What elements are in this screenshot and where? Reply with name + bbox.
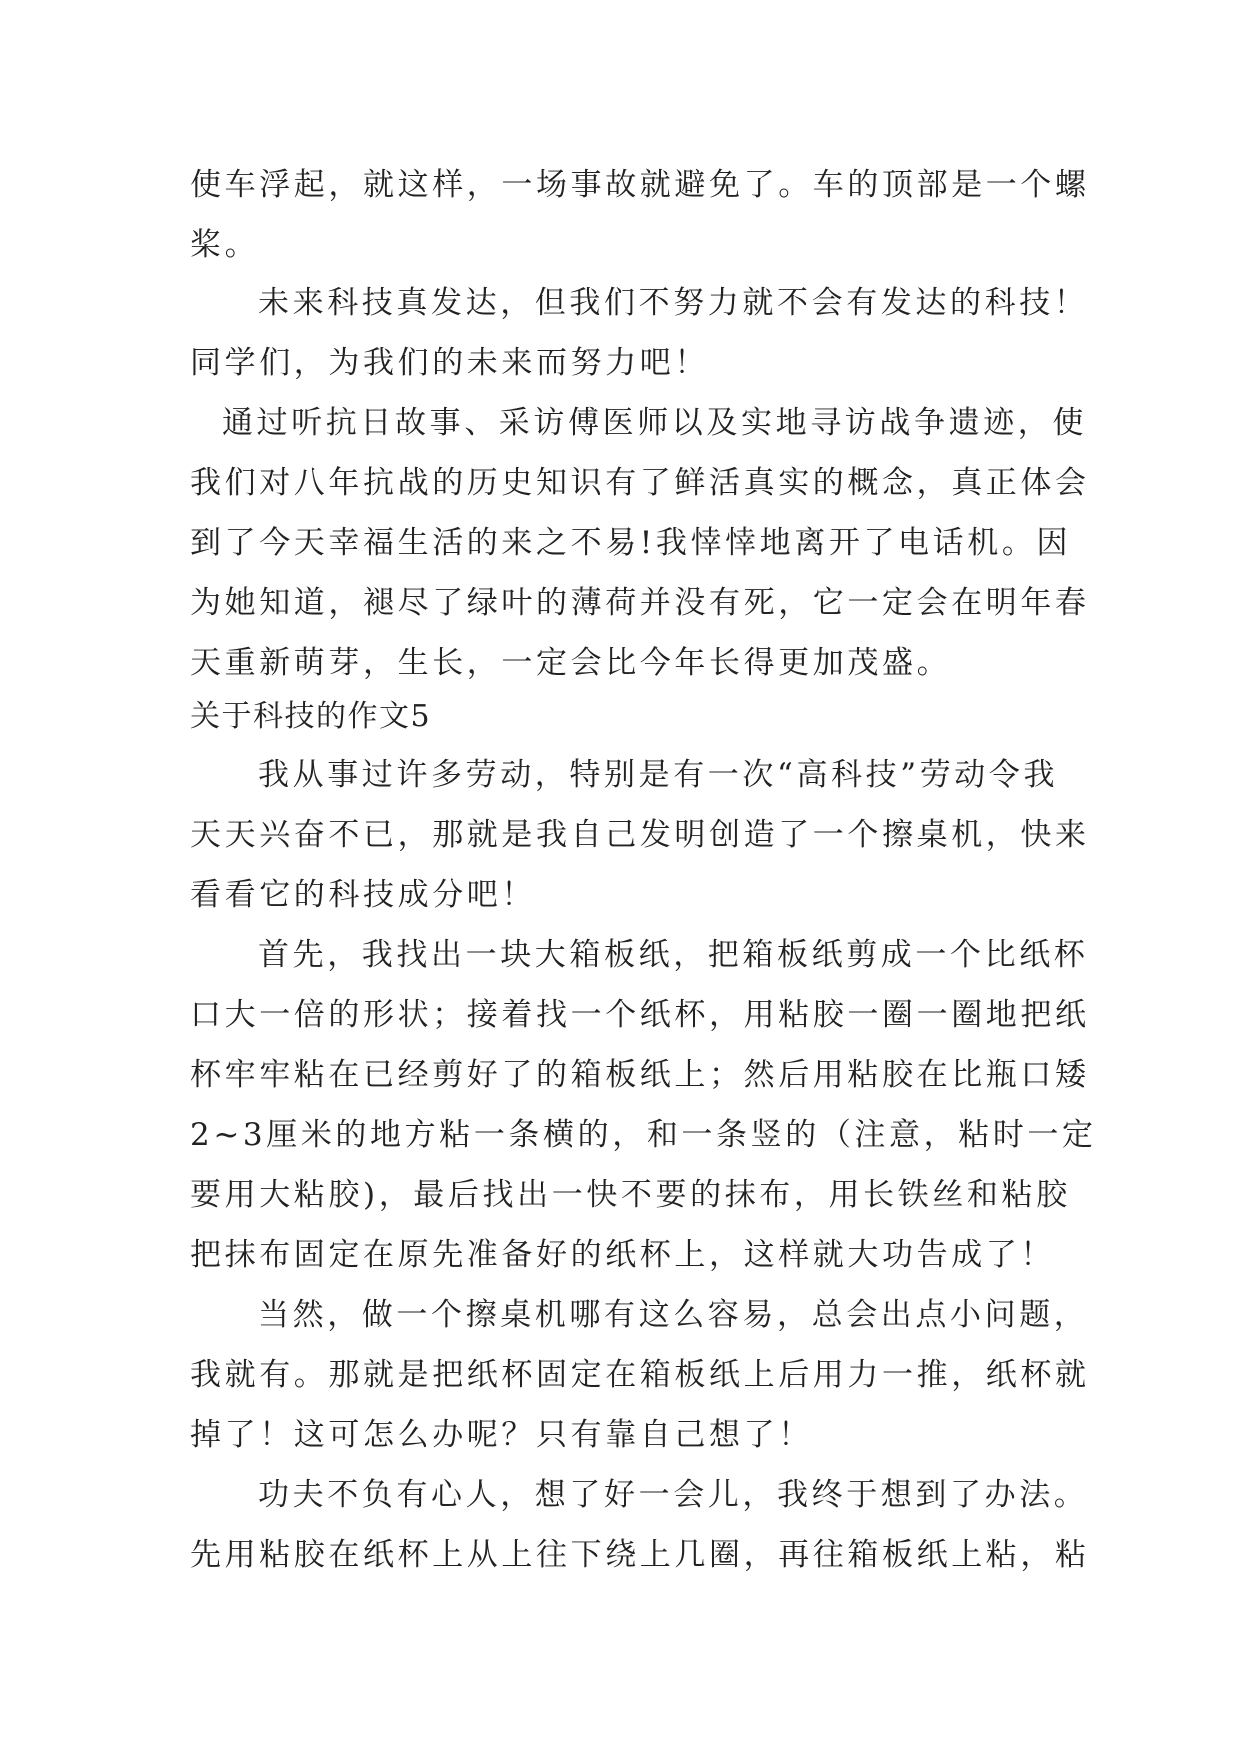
text-line: 天天兴奋不已，那就是我自己发明创造了一个擦桌机，快来 xyxy=(190,817,1090,853)
text-line: 未来科技真发达，但我们不努力就不会有发达的科技！ xyxy=(258,285,1089,321)
text-line: 桨。 xyxy=(190,227,260,263)
text-line: 杯牢牢粘在已经剪好了的箱板纸上；然后用粘胶在比瓶口矮 xyxy=(190,1057,1090,1093)
text-line: 通过听抗日故事、采访傅医师以及实地寻访战争遗迹，使 xyxy=(222,405,1087,441)
text-line: 我们对八年抗战的历史知识有了鲜活真实的概念，真正体会 xyxy=(190,465,1090,501)
text-line: 我从事过许多劳动，特别是有一次“高科技”劳动令我 xyxy=(258,757,1059,793)
text-line: 使车浮起，就这样，一场事故就避免了。车的顶部是一个螺 xyxy=(190,167,1090,203)
text-line: 功夫不负有心人，想了好一会儿，我终于想到了办法。 xyxy=(258,1477,1089,1513)
text-line: 掉了！这可怎么办呢？只有靠自己想了！ xyxy=(190,1417,813,1453)
text-line: 同学们，为我们的未来而努力吧！ xyxy=(190,345,709,381)
text-line: 首先，我找出一块大箱板纸，把箱板纸剪成一个比纸杯 xyxy=(258,937,1089,973)
text-line: 把抹布固定在原先准备好的纸杯上，这样就大功告成了！ xyxy=(190,1237,1055,1273)
section-heading: 关于科技的作文5 xyxy=(190,699,432,734)
text-line: 到了今天幸福生活的来之不易!我悻悻地离开了电话机。因 xyxy=(190,525,1072,561)
text-line: 天重新萌芽，生长，一定会比今年长得更加茂盛。 xyxy=(190,645,952,681)
text-line: 先用粘胶在纸杯上从上往下绕上几圈，再往箱板纸上粘，粘 xyxy=(190,1537,1090,1573)
text-line: 为她知道，褪尽了绿叶的薄荷并没有死，它一定会在明年春 xyxy=(190,585,1090,621)
text-line: 要用大粘胶)，最后找出一快不要的抹布，用长铁丝和粘胶 xyxy=(190,1177,1071,1213)
text-line: 口大一倍的形状；接着找一个纸杯，用粘胶一圈一圈地把纸 xyxy=(190,997,1090,1033)
text-line: 2~3厘米的地方粘一条横的，和一条竖的（注意，粘时一定 xyxy=(190,1117,1097,1153)
text-line: 看看它的科技成分吧！ xyxy=(190,877,536,913)
text-line: 当然，做一个擦桌机哪有这么容易，总会出点小问题， xyxy=(258,1297,1089,1333)
text-line: 我就有。那就是把纸杯固定在箱板纸上后用力一推，纸杯就 xyxy=(190,1357,1090,1393)
